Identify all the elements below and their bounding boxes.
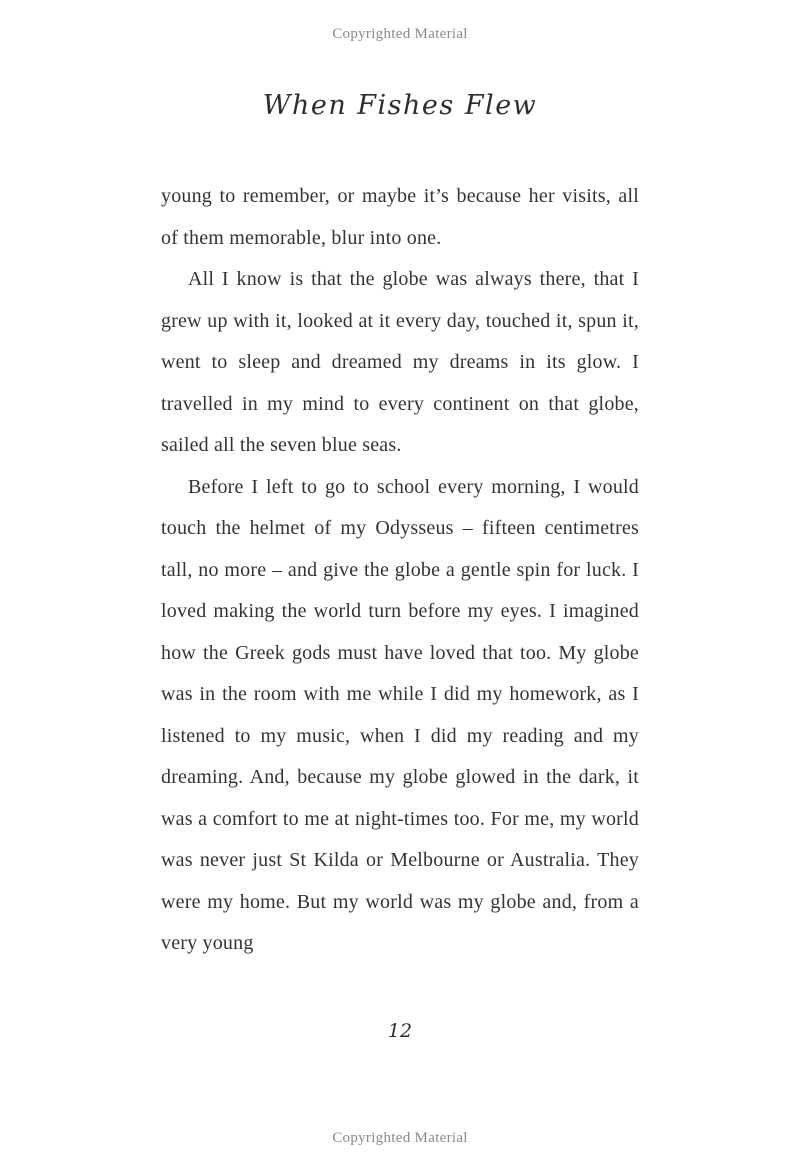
paragraph: Before I left to go to school every morning, I would touch the helmet of my Odysseus – fifteen centimetres tall, no more – and give the globe a gentle spin for luck. I loved making the world turn before my eyes. I imagined how the Greek gods must have loved that too. My globe was in the room with me while I did my homework, as I listened to my music, when I did my reading and my dreaming. And, because my globe glowed in the dark, it was a comfort to me at night-times too. For me, my world was never just St Kilda or Melbourne or Australia. They were my home. But my world was my globe and, from a very young bbox=[161, 475, 639, 954]
copyright-notice-bottom: Copyrighted Material bbox=[332, 1130, 468, 1146]
copyright-notice-top: Copyrighted Material bbox=[332, 26, 468, 42]
page-number: 12 bbox=[387, 1020, 413, 1042]
paragraph-continuation: young to remember, or maybe it’s because her visits, all of them memorable, blur into one. bbox=[161, 185, 639, 249]
running-head-book-title: When Fishes Flew bbox=[262, 90, 538, 121]
body-text bbox=[161, 176, 639, 965]
paragraph: All I know is that the globe was always there, that I grew up with it, looked at it every day, touched it, spun it, went to sleep and dreamed my dreams in its glow. I travelled in my mind to every continent on that globe, sailed all the seven blue seas. bbox=[161, 268, 639, 456]
